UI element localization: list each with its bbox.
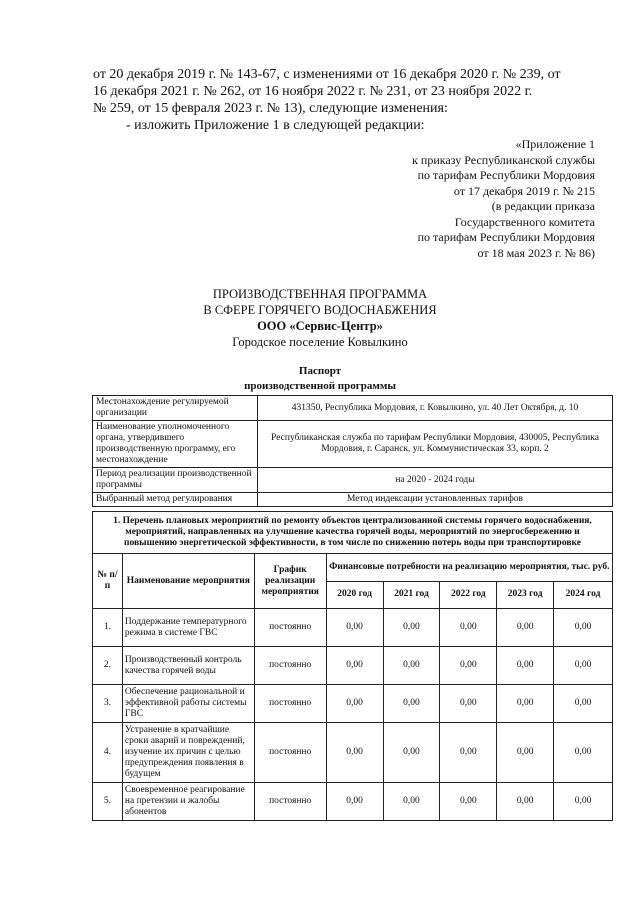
table-row	[93, 723, 613, 783]
row-value: 0,00	[497, 685, 554, 723]
row-schedule: постоянно	[254, 647, 326, 685]
row-value: 0,00	[554, 723, 613, 783]
row-num: 3.	[93, 685, 123, 723]
intro-line: от 20 декабря 2019 г. № 143-67, с изменениями от 16 декабря 2020 г. № 239, от	[93, 67, 561, 82]
col-name-header: Наименование мероприятия	[122, 554, 254, 609]
row-value: 0,00	[440, 723, 497, 783]
annex-line: к приказу Республиканской службы	[412, 152, 595, 167]
year-header: 2021 год	[383, 581, 440, 609]
row-value: 0,00	[554, 609, 613, 647]
table-row	[93, 647, 613, 685]
row-value: 0,00	[383, 647, 440, 685]
passport-label: Выбранный метод регулирования	[93, 493, 258, 507]
col-schedule-header: График реализации мероприятия	[254, 554, 326, 609]
section-heading: 1. Перечень плановых мероприятий по ремонту объектов централизованной системы горячего водоснабжения, мероприятий, направленных на улучшение качества горячей воды, мероприятий по энергосбережению и повышению энергетической эффективности, в том числе по снижению потерь воды при транспортировке	[93, 512, 613, 554]
row-name: Обеспечение рациональной и эффективной работы системы ГВС	[122, 685, 254, 723]
passport-value: Метод индексации установленных тарифов	[258, 493, 613, 507]
program-title-line: В СФЕРЕ ГОРЯЧЕГО ВОДОСНАБЖЕНИЯ	[203, 303, 437, 317]
row-num: 4.	[93, 723, 123, 783]
annex-line: (в редакции приказа	[491, 199, 595, 213]
table-row	[93, 685, 613, 723]
intro-line: 16 декабря 2021 г. № 262, от 16 ноября 2022 г. № 231, от 23 ноября 2022 г.	[93, 84, 533, 99]
table-row	[93, 493, 613, 507]
intro-line: № 259, от 15 февраля 2023 г. № 13), следующие изменения:	[93, 101, 448, 116]
year-header: 2022 год	[440, 581, 497, 609]
row-name: Поддержание температурного режима в системе ГВС	[122, 609, 254, 647]
row-schedule: постоянно	[254, 723, 326, 783]
annex-line: по тарифам Республики Мордовия	[417, 230, 595, 244]
passport-value: на 2020 - 2024 годы	[258, 468, 613, 493]
row-value: 0,00	[440, 783, 497, 821]
row-value: 0,00	[383, 685, 440, 723]
annex-line: от 18 мая 2023 г. № 86)	[477, 245, 595, 260]
year-header: 2023 год	[497, 581, 554, 609]
row-value: 0,00	[440, 647, 497, 685]
row-schedule: постоянно	[254, 783, 326, 821]
passport-label: Местонахождение регулируемой организации	[93, 396, 258, 421]
table-row	[93, 468, 613, 493]
row-num: 2.	[93, 647, 123, 685]
passport-title-line: Паспорт	[298, 365, 342, 377]
passport-table	[92, 395, 613, 507]
row-schedule: постоянно	[254, 685, 326, 723]
row-value: 0,00	[440, 609, 497, 647]
row-value: 0,00	[383, 609, 440, 647]
passport-value: 431350, Республика Мордовия, г. Ковылкино, ул. 40 Лет Октября, д. 10	[258, 396, 613, 421]
annex-line: «Приложение 1	[515, 137, 595, 151]
year-header: 2024 год	[554, 581, 613, 609]
row-value: 0,00	[554, 647, 613, 685]
row-name: Устранение в кратчайшие сроки аварий и повреждений, изучение их причин с целью предупреждения появления в будущем	[122, 723, 254, 783]
row-schedule: постоянно	[254, 609, 326, 647]
row-value: 0,00	[497, 647, 554, 685]
row-value: 0,00	[326, 647, 383, 685]
row-value: 0,00	[383, 783, 440, 821]
table-row	[93, 609, 613, 647]
row-value: 0,00	[383, 723, 440, 783]
program-title-line: ПРОИЗВОДСТВЕННАЯ ПРОГРАММА	[212, 287, 428, 301]
row-value: 0,00	[326, 723, 383, 783]
measures-table	[92, 511, 613, 821]
annex-line: Государственного комитета	[454, 214, 595, 229]
table-row	[93, 396, 613, 421]
row-value: 0,00	[554, 685, 613, 723]
row-name: Своевременное реагирование на претензии и жалобы абонентов	[122, 783, 254, 821]
annex-line: от 17 декабря 2019 г. № 215	[453, 183, 595, 198]
amendment-bullet: - изложить Приложение 1 в следующей редакции:	[126, 118, 425, 133]
row-name: Производственный контроль качества горячей воды	[122, 647, 254, 685]
passport-value: Республиканская служба по тарифам Республики Мордовия, 430005, Республика Мордовия, г. Саранск, ул. Коммунистическая 33, корп. 2	[258, 421, 613, 468]
row-value: 0,00	[326, 783, 383, 821]
table-row	[93, 421, 613, 468]
row-value: 0,00	[440, 685, 497, 723]
organization-name: ООО «Сервис-Центр»	[257, 319, 383, 333]
row-value: 0,00	[497, 723, 554, 783]
row-value: 0,00	[497, 609, 554, 647]
program-title	[0, 286, 640, 350]
table-row	[93, 783, 613, 821]
passport-title-line: производственной программы	[244, 380, 396, 392]
row-value: 0,00	[554, 783, 613, 821]
passport-label: Наименование уполномоченного органа, утвердившего производственную программу, его местонахождение	[93, 421, 258, 468]
intro-paragraph	[93, 66, 597, 117]
year-header: 2020 год	[326, 581, 383, 609]
settlement-name: Городское поселение Ковылкино	[232, 335, 408, 349]
header-row	[93, 554, 613, 582]
row-num: 1.	[93, 609, 123, 647]
row-value: 0,00	[326, 609, 383, 647]
annex-line: по тарифам Республики Мордовия	[417, 168, 595, 182]
col-num-header: № п/п	[93, 554, 123, 609]
col-finance-header: Финансовые потребности на реализацию мероприятия, тыс. руб.	[326, 554, 612, 582]
annex-reference	[412, 137, 595, 261]
row-value: 0,00	[497, 783, 554, 821]
section-heading-row	[93, 512, 613, 554]
row-value: 0,00	[326, 685, 383, 723]
passport-label: Период реализации производственной программы	[93, 468, 258, 493]
row-num: 5.	[93, 783, 123, 821]
passport-title	[0, 364, 640, 394]
